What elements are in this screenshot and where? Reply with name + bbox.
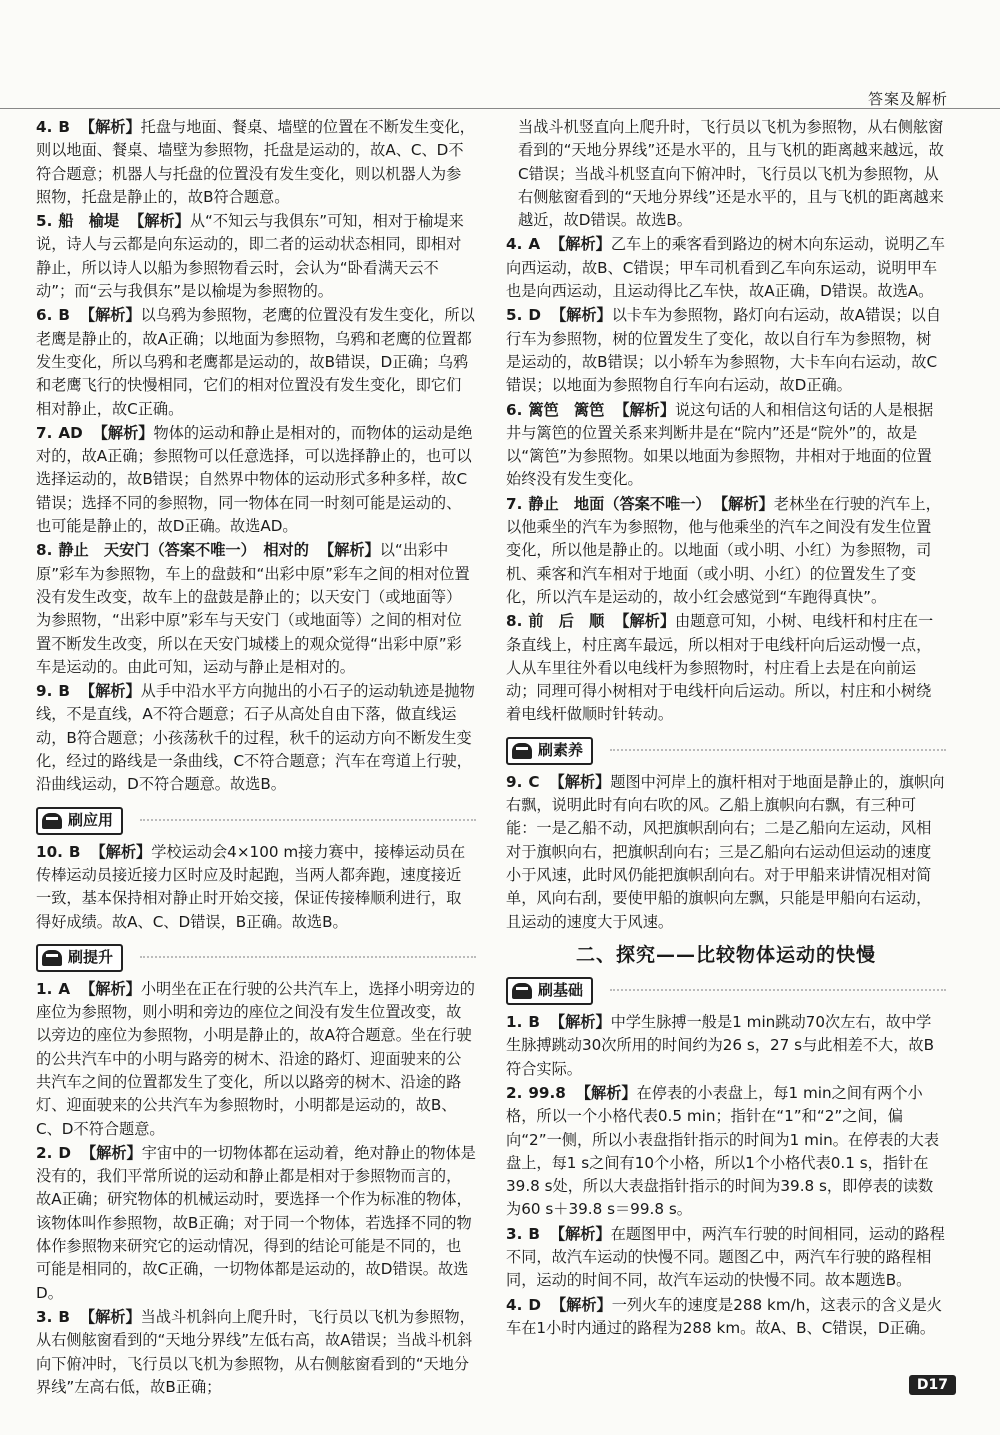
answer-item bbox=[36, 422, 476, 538]
question-number: 4. bbox=[506, 235, 523, 254]
answer-item bbox=[506, 1223, 946, 1293]
analysis-tag: 【解析】 bbox=[720, 494, 774, 513]
answer-label: B bbox=[58, 118, 70, 136]
brush-icon bbox=[512, 983, 532, 999]
left-column bbox=[36, 116, 476, 1400]
brush-icon bbox=[42, 950, 62, 966]
left-items-c bbox=[36, 978, 476, 1399]
left-items-b bbox=[36, 841, 476, 934]
answer-item bbox=[506, 399, 946, 492]
left-items-a bbox=[36, 116, 476, 797]
analysis-text: 小明坐在正在行驶的公共汽车上，选择小明旁边的座位为参照物，则小明和旁边的座位之间没有发生位置改变，故以旁边的座位为参照物，小明是静止的，故A符合题意。坐在行驶的公共汽车中的小明与路旁的树木、沿途的路灯、迎面驶来的公共汽车之间的位置都发生了变化，所以以路旁的树木、沿途的路灯、迎面驶来的公共汽车为参照物时，小明都是运动的，故B、C、D不符合题意。 bbox=[36, 979, 475, 1138]
analysis-text: 以卡车为参照物，路灯向右运动，故A错误；以自行车为参照物，树的位置发生了变化，故以自行车为参照物，树是运动的，故B错误；以小轿车为参照物，大卡车向右运动，故C错误；以地面为参照物自行车向右运动，故D正确。 bbox=[506, 306, 942, 395]
answer-label: 静止 地面（答案不唯一） bbox=[528, 494, 711, 513]
analysis-text: 老林坐在行驶的汽车上，以他乘坐的汽车为参照物，他与他乘坐的汽车之间没有发生位置变化，所以他是静止的。以地面（或小明、小红）为参照物，司机、乘客和汽车相对于地面（或小明、小红）的位置发生了变化，所以汽车是运动的，故小红会感觉到“车跑得真快”。 bbox=[506, 494, 941, 606]
question-number: 4. bbox=[36, 118, 53, 136]
answer-item bbox=[36, 116, 476, 209]
analysis-text: 从“不知云与我俱东”可知，相对于榆堤来说，诗人与云都是向东运动的，即二者的运动状态相同，即相对静止，所以诗人以船为参照物看云时，会认为“卧看满天云不动”；而“云与我俱东”是以榆堤为参照物的。 bbox=[36, 212, 464, 301]
analysis-text: 托盘与地面、餐桌、墙壁的位置在不断发生变化，则以地面、餐桌、墙壁为参照物，托盘是运动的，故A、C、D不符合题意；机器人与托盘的位置没有发生变化，则以机器人为参照物，托盘是静止的，故B符合题意。 bbox=[36, 118, 475, 206]
answer-label: D bbox=[58, 1143, 71, 1162]
analysis-tag: 【解析】 bbox=[79, 1307, 141, 1326]
analysis-text: 以乌鸦为参照物，老鹰的位置没有发生变化，所以老鹰是静止的，故A正确；以地面为参照物，乌鸦和老鹰的位置都发生变化，所以乌鸦和老鹰都是运动的，故B错误，D正确；乌鸦和老鹰飞行的快慢相同，它们的相对位置没有发生变化，即它们相对静止，故C正确。 bbox=[36, 306, 475, 418]
analysis-tag: 【解析】 bbox=[79, 306, 141, 325]
analysis-tag: 【解析】 bbox=[79, 118, 141, 136]
question-number: 8. bbox=[506, 612, 523, 631]
analysis-text: 当战斗机斜向上爬升时，飞行员以飞机为参照物，从右侧舷窗看到的“天地分界线”左低右高，故A错误；当战斗机斜向下俯冲时，飞行员以飞机为参照物，从右侧舷窗看到的“天地分界线”左高右低，故B正确； bbox=[36, 1307, 475, 1396]
analysis-text: 在停表的小表盘上，每1 min之间有两个小格，所以一个小格代表0.5 min；指针在“1”和“2”之间，偏向“2”一侧，所以小表盘指针指示的时间为1 min。在停表的大表盘上，每1 s之间有10个小格，所以1个小格代表0.1 s，指针在39.8 s处，所以大表盘指针指示的时间为39.8 s，即停表的读数为60 s＋39.8 s＝99.8 s。 bbox=[506, 1083, 940, 1219]
page-header: 答案及解析 bbox=[867, 90, 948, 108]
analysis-tag: 【解析】 bbox=[549, 772, 611, 791]
answer-label: B bbox=[58, 682, 70, 701]
analysis-tag: 【解析】 bbox=[575, 1083, 637, 1102]
answer-label: A bbox=[58, 979, 71, 998]
right-items-b bbox=[506, 771, 946, 934]
answer-label: 船 榆堤 bbox=[58, 212, 120, 231]
analysis-text: 宇宙中的一切物体都在运动着，绝对静止的物体是没有的，我们平常所说的运动和静止都是相对于参照物而言的，故A正确；研究物体的机械运动时，要选择一个作为标准的物体，该物体叫作参照物，故B正确；对于同一个物体，若选择不同的物体作参照物来研究它的运动情况，得到的结论可能是不同的，也可能是相同的，故C正确，一切物体都是运动的，故D错误。故选D。 bbox=[36, 1143, 476, 1302]
section-banner-literacy bbox=[506, 735, 946, 765]
analysis-tag: 【解析】 bbox=[550, 1295, 612, 1314]
question-number: 5. bbox=[506, 306, 523, 325]
question-number: 4. bbox=[506, 1295, 523, 1314]
analysis-text: 由题意可知，小树、电线杆和村庄在一条直线上，村庄离车最远，所以相对于电线杆向后运动慢一点，人从车里往外看以电线杆为参照物时，村庄看上去是在向前运动；同理可得小树相对于电线杆向后运动。所以，村庄和小树绕着电线杆做顺时针转动。 bbox=[506, 612, 934, 724]
analysis-text: 中学生脉搏一般是1 min跳动70次左右，故中学生脉搏跳动30次所用的时间约为26 s，27 s与此相差不大，故B符合实际。 bbox=[506, 1013, 935, 1078]
answer-item bbox=[506, 493, 946, 609]
divider-dots bbox=[140, 956, 476, 958]
answer-label: 前 后 顺 bbox=[528, 612, 605, 631]
analysis-tag: 【解析】 bbox=[614, 612, 676, 631]
analysis-text: 一列火车的速度是288 km/h，这表示的含义是火车在1小时内通过的路程为288 km。故A、B、C错误，D正确。 bbox=[506, 1295, 943, 1337]
question-number: 7. bbox=[36, 423, 53, 442]
answer-label: 静止 天安门（答案不唯一） 相对的 bbox=[58, 541, 309, 560]
banner-label: 刷应用 bbox=[68, 810, 114, 829]
question-number: 3. bbox=[506, 1224, 523, 1243]
brush-icon bbox=[512, 743, 532, 759]
right-items-c bbox=[506, 1011, 946, 1340]
answer-item bbox=[506, 610, 946, 726]
answer-label: B bbox=[58, 1307, 70, 1326]
answer-item bbox=[36, 210, 476, 303]
analysis-text: 说这句话的人和相信这句话的人是根据井与篱笆的位置关系来判断井是在“院内”还是“院外”的，故是以“篱笆”为参照物。如果以地面为参照物，井相对于地面的位置始终没有发生变化。 bbox=[506, 400, 934, 489]
analysis-text: 乙车上的乘客看到路边的树木向东运动，说明乙车向西运动，故B、C错误；甲车司机看到乙车向东运动，说明甲车也是向西运动，且运动得比乙车快，故A正确，D错误。故选A。 bbox=[506, 235, 945, 301]
analysis-tag: 【解析】 bbox=[550, 235, 611, 254]
question-number: 3. bbox=[36, 1307, 53, 1326]
analysis-tag: 【解析】 bbox=[90, 842, 152, 861]
banner-label: 刷提升 bbox=[68, 948, 114, 967]
question-number: 1. bbox=[36, 979, 53, 998]
analysis-text: 从手中沿水平方向抛出的小石子的运动轨迹是抛物线，不是直线，A不符合题意；石子从高处自由下落，做直线运动，B符合题意；小孩荡秋千的过程，秋千的运动方向不断发生变化，经过的路线是一条曲线，C不符合题意；汽车在弯道上行驶，沿曲线运动，D不符合题意。故选B。 bbox=[36, 682, 475, 794]
answer-label: B bbox=[528, 1224, 540, 1243]
answer-item bbox=[506, 771, 946, 934]
analysis-tag: 【解析】 bbox=[80, 979, 141, 998]
right-column bbox=[506, 116, 946, 1341]
answer-item bbox=[36, 1142, 476, 1305]
chapter-title: 二、探究——比较物体运动的快慢 bbox=[575, 943, 876, 966]
question-number: 10. bbox=[36, 842, 63, 861]
question-number: 2. bbox=[36, 1143, 53, 1162]
analysis-tag: 【解析】 bbox=[549, 1224, 611, 1243]
answer-label: C bbox=[528, 772, 540, 791]
answer-item bbox=[506, 1294, 946, 1341]
brush-icon bbox=[42, 813, 62, 829]
analysis-text: 在题图甲中，两汽车行驶的时间相同，运动的路程不同，故汽车运动的快慢不同。题图乙中，两汽车行驶的路程相同，运动的时间不同，故汽车运动的快慢不同。故本题选B。 bbox=[506, 1224, 945, 1290]
analysis-tag: 【解析】 bbox=[80, 1143, 142, 1162]
analysis-text: 以“出彩中原”彩车为参照物，车上的盘鼓和“出彩中原”彩车之间的相对位置没有发生改变，故车上的盘鼓是静止的；以天安门（或地面等）为参照物，“出彩中原”彩车与天安门（或地面等）之间的相对位置不断发生改变，所以在天安门城楼上的观众觉得“出彩中原”彩车是运动的。由此可知，运动与静止是相对的。 bbox=[36, 541, 470, 676]
section-banner-improve bbox=[36, 942, 476, 972]
analysis-tag: 【解析】 bbox=[549, 1013, 611, 1032]
right-items-a bbox=[506, 233, 946, 726]
divider-dots bbox=[610, 989, 946, 991]
question-number: 1. bbox=[506, 1013, 523, 1032]
question-number: 2. bbox=[506, 1083, 523, 1102]
answer-label: D bbox=[528, 306, 541, 325]
answer-item bbox=[36, 841, 476, 934]
answer-item bbox=[36, 978, 476, 1141]
divider-dots bbox=[140, 819, 476, 821]
answer-item bbox=[506, 304, 946, 397]
answer-label: B bbox=[528, 1013, 540, 1032]
analysis-text: 题图中河岸上的旗杆相对于地面是静止的，旗帜向右飘，说明此时有向右吹的风。乙船上旗帜向右飘，有三种可能：一是乙船不动，风把旗帜刮向右；二是乙船向左运动，风相对于旗帜向右，把旗帜刮向右；三是乙船向右运动但运动的速度小于风速，此时风仍能把旗帜刮向右。对于甲船来讲情况相对简单，风向右刮，要使甲船的旗帜向左飘，只能是甲船向右运动，且运动的速度大于风速。 bbox=[506, 772, 945, 931]
question-number: 7. bbox=[506, 494, 523, 513]
banner-label: 刷基础 bbox=[538, 981, 584, 1000]
answer-item bbox=[36, 539, 476, 679]
question-number: 8. bbox=[36, 541, 53, 560]
question-number: 9. bbox=[36, 682, 53, 701]
answer-label: A bbox=[528, 235, 541, 254]
section-banner-basic bbox=[506, 975, 946, 1005]
answer-label: B bbox=[58, 306, 70, 325]
analysis-tag: 【解析】 bbox=[79, 682, 141, 701]
analysis-tag: 【解析】 bbox=[614, 400, 676, 419]
question-number: 5. bbox=[36, 212, 53, 231]
question-number: 6. bbox=[506, 400, 523, 419]
question-number: 9. bbox=[506, 772, 523, 791]
divider-dots bbox=[610, 749, 946, 751]
analysis-text: 物体的运动和静止是相对的，而物体的运动是绝对的，故A正确；参照物可以任意选择，可以选择静止的，也可以选择运动的，故B错误；自然界中物体的运动形式多种多样，故C错误；选择不同的参照物，同一物体在同一时刻可能是运动的、也可能是静止的，故D正确。故选AD。 bbox=[36, 423, 473, 536]
page-number: D17 bbox=[909, 1375, 956, 1395]
answer-item bbox=[506, 1082, 946, 1222]
analysis-tag: 【解析】 bbox=[318, 541, 380, 560]
answer-label: 99.8 bbox=[528, 1083, 566, 1102]
answer-label: AD bbox=[58, 423, 83, 442]
answer-item bbox=[36, 680, 476, 796]
question-number: 6. bbox=[36, 306, 53, 325]
section-banner-apply bbox=[36, 805, 476, 835]
answer-item bbox=[506, 1011, 946, 1081]
analysis-tag: 【解析】 bbox=[129, 212, 190, 231]
analysis-tag: 【解析】 bbox=[550, 306, 612, 325]
banner-label: 刷素养 bbox=[538, 741, 584, 760]
continuation-text: 当战斗机竖直向上爬升时，飞行员以飞机为参照物，从右侧舷窗看到的“天地分界线”还是水平的，且与飞机的距离越来越远，故C错误；当战斗机竖直向下俯冲时，飞行员以飞机为参照物，从右侧舷窗看到的“天地分界线”还是水平的，且与飞机的距离越来越近，故D错误。故选B。 bbox=[518, 118, 944, 230]
answer-item bbox=[506, 233, 946, 303]
answer-item bbox=[36, 304, 476, 420]
answer-item bbox=[36, 1306, 476, 1399]
analysis-text: 学校运动会4×100 m接力赛中，接棒运动员在传棒运动员接近接力区时应及时起跑，当两人都奔跑，速度接近一致，基本保持相对静止时开始交接，保证传接棒顺利进行，取得好成绩。故A、C、D错误，B正确。故选B。 bbox=[36, 842, 466, 931]
answer-label: B bbox=[68, 842, 81, 861]
analysis-tag: 【解析】 bbox=[92, 423, 154, 442]
answer-label: 篱笆 篱笆 bbox=[528, 400, 605, 419]
header-divider bbox=[0, 108, 1000, 109]
answer-label: D bbox=[528, 1295, 541, 1314]
